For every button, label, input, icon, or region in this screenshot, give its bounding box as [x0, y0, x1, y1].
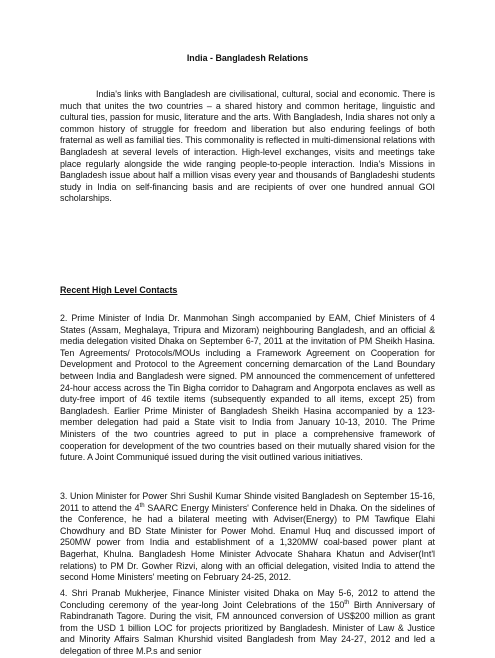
paragraph-3-text-start: 3. Union Minister for Power Shri Sushil Kumar Shinde visited Bangladesh on September 15-16, 2011 to attend the 4 — [60, 491, 435, 513]
paragraph-3 — [60, 491, 435, 584]
paragraph-4-text-start: 4. Shri Pranab Mukherjee, Finance Minister visited Dhaka on May 5-6, 2012 to attend the Concluding ceremony of the year-long Joint Celebrations of the 150 — [60, 588, 435, 610]
intro-paragraph: India's links with Bangladesh are civilisational, cultural, social and economic. There is much that unites the two countries – a shared history and common heritage, linguistic and cultural ties, passion for music, literature and the arts. With Bangladesh, India shares not only a common history of struggle for freedom and liberation but also enduring feelings of both fraternal as well as familial ties. This commonality is reflected in multi-dimensional relations with Bangladesh at several levels of interaction. High-level exchanges, visits and meetings take place regularly alongside the wide ranging people-to-people interaction. India's Missions in Bangladesh issue about half a million visas every year and thousands of Bangladeshi students study in India on self-financing basis and are recipients of over one hundred annual GOI scholarships. — [60, 89, 435, 204]
paragraph-2: 2. Prime Minister of India Dr. Manmohan Singh accompanied by EAM, Chief Ministers of 4 States (Assam, Meghalaya, Tripura and Mizoram) neighbouring Bangladesh, and an official & media delegation visited Dhaka on September 6-7, 2011 at the invitation of PM Sheikh Hasina. Ten Agreements/ Protocols/MOUs including a Framework Agreement on Cooperation for Development and Protocol to the Agreement concerning demarcation of the Land Boundary between India and Bangladesh were signed. PM announced the commencement of unfettered 24-hour access across the Tin Bigha corridor to Dahagram and Angorpota enclaves as well as duty-free import of 46 textile items (subsequently expanded to all items, except 25) from Bangladesh. Earlier Prime Minister of Bangladesh Sheikh Hasina accompanied by a 123-member delegation had paid a State visit to India from January 10-13, 2010. The Prime Ministers of the two countries agreed to put in place a comprehensive framework of cooperation for development of the two countries based on their mutually shared vision for the future. A Joint Communiqué issued during the visit outlined various initiatives. — [60, 313, 435, 463]
paragraph-3-superscript: th — [139, 502, 145, 509]
paragraph-4-text-end: Birth Anniversary of Rabindranath Tagore. During the visit, FM announced conversion of US$200 million as grant from the USD 1 billion LOC for projects prioritized by Bangladesh. Minister of Law & Justice and Minority Affairs Salman Khurshid visited Bangladesh from May 24-27, 2012 and led a delegation of three M.P.s and senior — [60, 599, 435, 656]
paragraph-3-text-end: SAARC Energy Ministers' Conference held in Dhaka. On the sidelines of the Conference, he had a bilateral meeting with Adviser(Energy) to PM Tawfique Elahi Chowdhury and BD State Minister for Power Mohd. Enamul Huq and discussed import of 250MW power from India and establishment of a 1,320MW coal-based power plant at Bagerhat, Khulna. Bangladesh Home Minister Advocate Shahara Khatun and Adviser(Int'l relations) to PM Dr. Gowher Rizvi, along with an official delegation, visited India to attend the second Home Ministers' meeting on February 24-25, 2012. — [60, 502, 435, 583]
paragraph-4 — [60, 588, 435, 658]
paragraph-4-superscript: th — [344, 599, 350, 606]
document-title: India - Bangladesh Relations — [186, 53, 309, 63]
section-heading: Recent High Level Contacts — [60, 285, 178, 295]
